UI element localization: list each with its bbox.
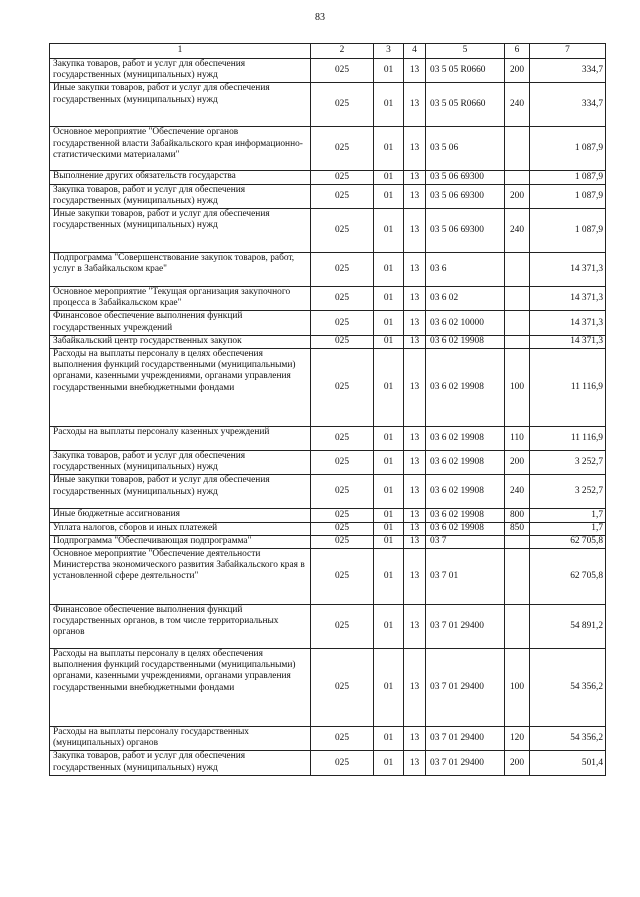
amount-cell: 334,7 (530, 59, 606, 83)
section-code-cell: 01 (374, 83, 404, 127)
row-name-cell: Иные закупки товаров, работ и услуг для обеспечения государственных (муниципальных) нужд (50, 83, 311, 127)
ministry-code-cell: 025 (311, 349, 374, 427)
row-name-cell: Подпрограмма "Обеспечивающая подпрограмма" (50, 535, 311, 548)
section-code-cell: 01 (374, 427, 404, 451)
target-article-cell: 03 5 05 R0660 (426, 59, 505, 83)
expense-type-cell (505, 253, 530, 287)
header-row (50, 44, 606, 59)
table-row (50, 287, 606, 311)
target-article-cell: 03 5 05 R0660 (426, 83, 505, 127)
table-row (50, 535, 606, 548)
section-code-cell: 01 (374, 535, 404, 548)
amount-cell: 1,7 (530, 509, 606, 522)
target-article-cell: 03 5 06 69300 (426, 184, 505, 208)
subsection-code-cell: 13 (404, 253, 426, 287)
table-row (50, 209, 606, 253)
table-row (50, 522, 606, 535)
ministry-code-cell: 025 (311, 311, 374, 335)
column-header-6: 6 (505, 44, 530, 59)
expense-type-cell (505, 605, 530, 649)
subsection-code-cell: 13 (404, 184, 426, 208)
row-name-cell: Уплата налогов, сборов и иных платежей (50, 522, 311, 535)
expense-type-cell (505, 335, 530, 348)
table-row (50, 83, 606, 127)
expense-type-cell: 200 (505, 451, 530, 475)
row-name-cell: Иные бюджетные ассигнования (50, 509, 311, 522)
table-row (50, 253, 606, 287)
target-article-cell: 03 6 02 19908 (426, 349, 505, 427)
expense-type-cell: 110 (505, 427, 530, 451)
amount-cell: 14 371,3 (530, 287, 606, 311)
section-code-cell: 01 (374, 605, 404, 649)
row-name-cell: Расходы на выплаты персоналу в целях обеспечения выполнения функций государственными (муниципальными) органами, казенными учреждениями, органами управления государственными внебюджетными фондами (50, 649, 311, 727)
table-row (50, 509, 606, 522)
section-code-cell: 01 (374, 171, 404, 184)
subsection-code-cell: 13 (404, 535, 426, 548)
target-article-cell: 03 6 02 19908 (426, 451, 505, 475)
ministry-code-cell: 025 (311, 335, 374, 348)
target-article-cell: 03 7 01 29400 (426, 727, 505, 751)
subsection-code-cell: 13 (404, 509, 426, 522)
section-code-cell: 01 (374, 549, 404, 605)
expense-type-cell: 240 (505, 475, 530, 509)
amount-cell: 62 705,8 (530, 535, 606, 548)
amount-cell: 501,4 (530, 751, 606, 775)
target-article-cell: 03 7 01 29400 (426, 649, 505, 727)
subsection-code-cell: 13 (404, 335, 426, 348)
ministry-code-cell: 025 (311, 451, 374, 475)
ministry-code-cell: 025 (311, 427, 374, 451)
ministry-code-cell: 025 (311, 535, 374, 548)
ministry-code-cell: 025 (311, 522, 374, 535)
amount-cell: 62 705,8 (530, 549, 606, 605)
target-article-cell: 03 5 06 (426, 127, 505, 171)
ministry-code-cell: 025 (311, 605, 374, 649)
section-code-cell: 01 (374, 509, 404, 522)
amount-cell: 54 356,2 (530, 649, 606, 727)
expense-type-cell (505, 127, 530, 171)
ministry-code-cell: 025 (311, 59, 374, 83)
amount-cell: 1,7 (530, 522, 606, 535)
subsection-code-cell: 13 (404, 549, 426, 605)
ministry-code-cell: 025 (311, 184, 374, 208)
table-row (50, 549, 606, 605)
target-article-cell: 03 6 02 (426, 287, 505, 311)
subsection-code-cell: 13 (404, 451, 426, 475)
ministry-code-cell: 025 (311, 727, 374, 751)
target-article-cell: 03 6 02 10000 (426, 311, 505, 335)
ministry-code-cell: 025 (311, 475, 374, 509)
table-row (50, 184, 606, 208)
target-article-cell: 03 6 02 19908 (426, 522, 505, 535)
column-header-2: 2 (311, 44, 374, 59)
section-code-cell: 01 (374, 59, 404, 83)
column-header-1: 1 (50, 44, 311, 59)
subsection-code-cell: 13 (404, 727, 426, 751)
table-row (50, 475, 606, 509)
expense-type-cell (505, 535, 530, 548)
subsection-code-cell: 13 (404, 349, 426, 427)
target-article-cell: 03 6 02 19908 (426, 427, 505, 451)
subsection-code-cell: 13 (404, 751, 426, 775)
subsection-code-cell: 13 (404, 427, 426, 451)
amount-cell: 1 087,9 (530, 184, 606, 208)
column-header-7: 7 (530, 44, 606, 59)
section-code-cell: 01 (374, 475, 404, 509)
ministry-code-cell: 025 (311, 649, 374, 727)
target-article-cell: 03 6 02 19908 (426, 475, 505, 509)
row-name-cell: Закупка товаров, работ и услуг для обеспечения государственных (муниципальных) нужд (50, 59, 311, 83)
ministry-code-cell: 025 (311, 253, 374, 287)
row-name-cell: Закупка товаров, работ и услуг для обеспечения государственных (муниципальных) нужд (50, 184, 311, 208)
table-header (50, 44, 606, 59)
ministry-code-cell: 025 (311, 549, 374, 605)
section-code-cell: 01 (374, 451, 404, 475)
subsection-code-cell: 13 (404, 649, 426, 727)
subsection-code-cell: 13 (404, 287, 426, 311)
section-code-cell: 01 (374, 335, 404, 348)
target-article-cell: 03 5 06 69300 (426, 171, 505, 184)
table-row (50, 605, 606, 649)
row-name-cell: Закупка товаров, работ и услуг для обеспечения государственных (муниципальных) нужд (50, 751, 311, 775)
row-name-cell: Выполнение других обязательств государства (50, 171, 311, 184)
row-name-cell: Расходы на выплаты персоналу государственных (муниципальных) органов (50, 727, 311, 751)
section-code-cell: 01 (374, 751, 404, 775)
amount-cell: 3 252,7 (530, 475, 606, 509)
row-name-cell: Иные закупки товаров, работ и услуг для обеспечения государственных (муниципальных) нужд (50, 475, 311, 509)
table-row (50, 335, 606, 348)
amount-cell: 334,7 (530, 83, 606, 127)
expense-type-cell: 120 (505, 727, 530, 751)
table-row (50, 649, 606, 727)
table-row (50, 451, 606, 475)
target-article-cell: 03 7 (426, 535, 505, 548)
expense-type-cell: 240 (505, 209, 530, 253)
amount-cell: 1 087,9 (530, 209, 606, 253)
subsection-code-cell: 13 (404, 127, 426, 171)
row-name-cell: Основное мероприятие "Обеспечение органов государственной власти Забайкальского края информационно-статистическими материалами" (50, 127, 311, 171)
amount-cell: 1 087,9 (530, 171, 606, 184)
section-code-cell: 01 (374, 127, 404, 171)
column-header-3: 3 (374, 44, 404, 59)
subsection-code-cell: 13 (404, 475, 426, 509)
subsection-code-cell: 13 (404, 209, 426, 253)
expense-type-cell (505, 171, 530, 184)
table-row (50, 349, 606, 427)
subsection-code-cell: 13 (404, 83, 426, 127)
row-name-cell: Финансовое обеспечение выполнения функций государственных органов, в том числе территориальных органов (50, 605, 311, 649)
ministry-code-cell: 025 (311, 209, 374, 253)
amount-cell: 54 891,2 (530, 605, 606, 649)
expense-type-cell: 200 (505, 751, 530, 775)
subsection-code-cell: 13 (404, 522, 426, 535)
amount-cell: 14 371,3 (530, 335, 606, 348)
target-article-cell: 03 7 01 29400 (426, 751, 505, 775)
expense-type-cell: 100 (505, 649, 530, 727)
expense-type-cell: 850 (505, 522, 530, 535)
table-body (50, 59, 606, 776)
table-row (50, 171, 606, 184)
page-number: 83 (315, 12, 325, 23)
section-code-cell: 01 (374, 349, 404, 427)
ministry-code-cell: 025 (311, 509, 374, 522)
ministry-code-cell: 025 (311, 83, 374, 127)
ministry-code-cell: 025 (311, 127, 374, 171)
row-name-cell: Забайкальский центр государственных закупок (50, 335, 311, 348)
row-name-cell: Основное мероприятие "Обеспечение деятельности Министерства экономического развития Забайкальского края в установленной сфере деятельности" (50, 549, 311, 605)
subsection-code-cell: 13 (404, 171, 426, 184)
expense-type-cell (505, 287, 530, 311)
table-row (50, 311, 606, 335)
subsection-code-cell: 13 (404, 605, 426, 649)
expense-type-cell: 240 (505, 83, 530, 127)
amount-cell: 3 252,7 (530, 451, 606, 475)
row-name-cell: Расходы на выплаты персоналу казенных учреждений (50, 427, 311, 451)
column-header-4: 4 (404, 44, 426, 59)
ministry-code-cell: 025 (311, 171, 374, 184)
section-code-cell: 01 (374, 287, 404, 311)
subsection-code-cell: 13 (404, 311, 426, 335)
row-name-cell: Подпрограмма "Совершенствование закупок товаров, работ, услуг в Забайкальском крае" (50, 253, 311, 287)
section-code-cell: 01 (374, 184, 404, 208)
column-header-5: 5 (426, 44, 505, 59)
section-code-cell: 01 (374, 253, 404, 287)
amount-cell: 14 371,3 (530, 311, 606, 335)
section-code-cell: 01 (374, 522, 404, 535)
section-code-cell: 01 (374, 209, 404, 253)
amount-cell: 11 116,9 (530, 427, 606, 451)
expense-type-cell: 200 (505, 59, 530, 83)
row-name-cell: Расходы на выплаты персоналу в целях обеспечения выполнения функций государственными (муниципальными) органами, казенными учреждениями, органами управления государственными внебюджетными фондами (50, 349, 311, 427)
row-name-cell: Иные закупки товаров, работ и услуг для обеспечения государственных (муниципальных) нужд (50, 209, 311, 253)
table-row (50, 727, 606, 751)
target-article-cell: 03 7 01 29400 (426, 605, 505, 649)
row-name-cell: Основное мероприятие "Текущая организация закупочного процесса в Забайкальском крае" (50, 287, 311, 311)
target-article-cell: 03 6 02 19908 (426, 335, 505, 348)
expense-type-cell: 200 (505, 184, 530, 208)
table-row (50, 127, 606, 171)
expense-type-cell (505, 311, 530, 335)
target-article-cell: 03 6 02 19908 (426, 509, 505, 522)
ministry-code-cell: 025 (311, 287, 374, 311)
amount-cell: 14 371,3 (530, 253, 606, 287)
ministry-code-cell: 025 (311, 751, 374, 775)
row-name-cell: Финансовое обеспечение выполнения функций государственных учреждений (50, 311, 311, 335)
amount-cell: 54 356,2 (530, 727, 606, 751)
expense-type-cell (505, 549, 530, 605)
table-row (50, 427, 606, 451)
table-row (50, 751, 606, 775)
row-name-cell: Закупка товаров, работ и услуг для обеспечения государственных (муниципальных) нужд (50, 451, 311, 475)
budget-table (49, 43, 606, 776)
target-article-cell: 03 6 (426, 253, 505, 287)
section-code-cell: 01 (374, 727, 404, 751)
amount-cell: 1 087,9 (530, 127, 606, 171)
section-code-cell: 01 (374, 311, 404, 335)
section-code-cell: 01 (374, 649, 404, 727)
amount-cell: 11 116,9 (530, 349, 606, 427)
table-row (50, 59, 606, 83)
target-article-cell: 03 5 06 69300 (426, 209, 505, 253)
expense-type-cell: 100 (505, 349, 530, 427)
expense-type-cell: 800 (505, 509, 530, 522)
target-article-cell: 03 7 01 (426, 549, 505, 605)
subsection-code-cell: 13 (404, 59, 426, 83)
